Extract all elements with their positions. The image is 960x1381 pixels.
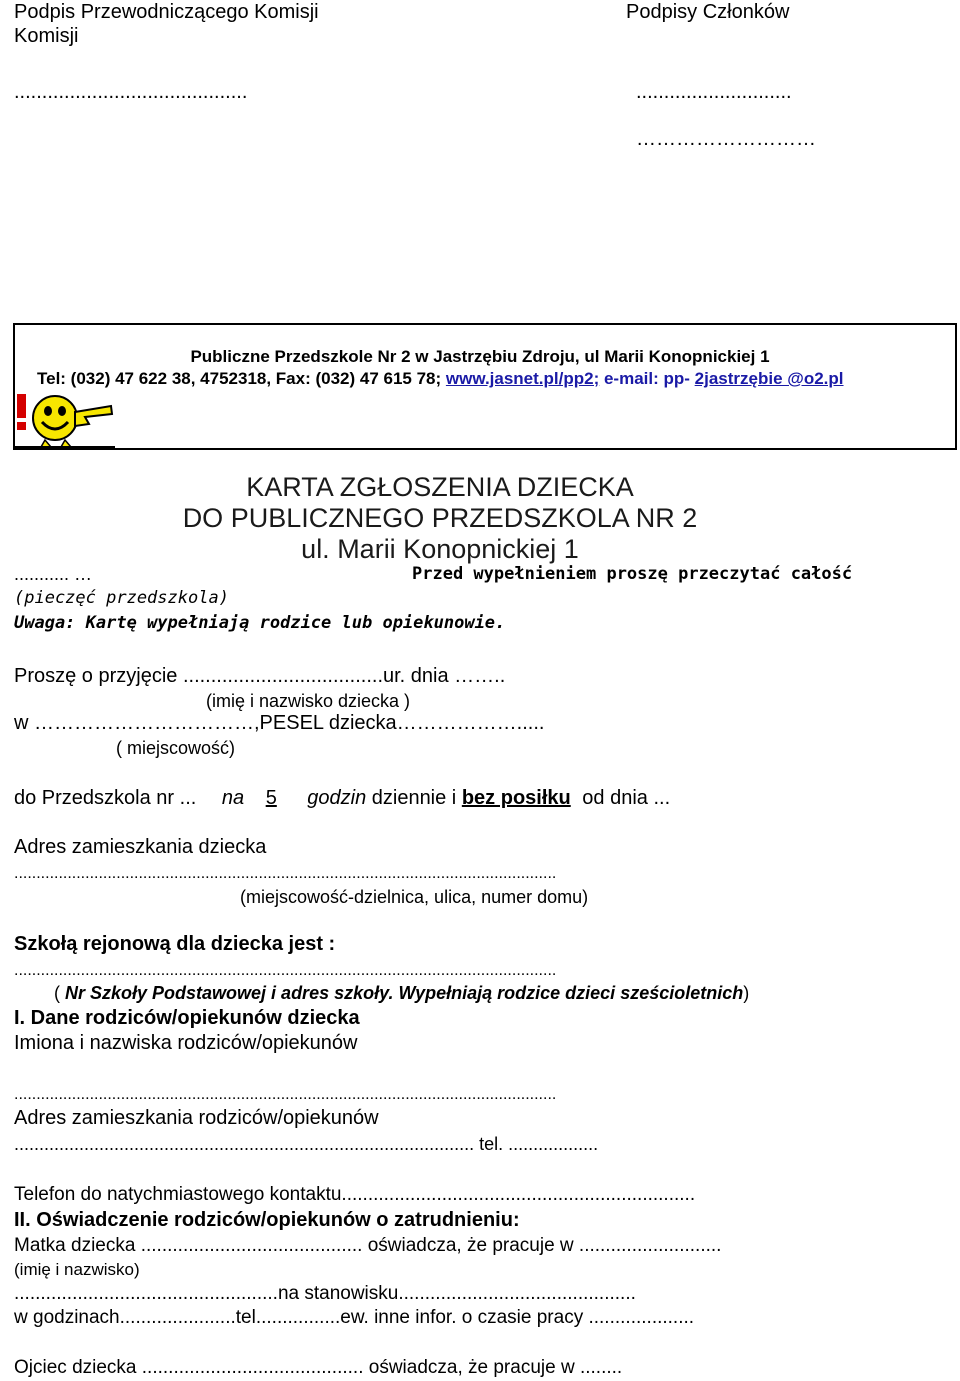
hours-count: 5 (265, 787, 277, 809)
child-address-field[interactable]: .......................................................................................................................... (14, 865, 557, 882)
admission-request-line[interactable]: Proszę o przyjęcie ....................................ur. dnia …….. (14, 665, 506, 687)
father-employment-field[interactable]: Ojciec dziecka .......................................... oświadcza, że pracuje w ........ (14, 1357, 623, 1378)
address-hint: (miejscowość-dzielnica, ulica, numer domu) (240, 887, 589, 907)
work-hours-field[interactable]: w godzinach......................tel................ew. inne infor. o czasie pracy .................... (14, 1307, 695, 1328)
school-hint-text: Nr Szkoły Podstawowej i adres szkoły. Wypełniają rodzice dzieci sześcioletnich (65, 983, 744, 1003)
chair-signature-line: .......................................... (14, 81, 248, 103)
parents-names-field[interactable]: .......................................................................................................................... (14, 1086, 557, 1103)
institution-contact (37, 368, 844, 389)
school-field[interactable]: .......................................................................................................................... (14, 962, 557, 979)
notice-text: Uwaga: Kartę wypełniają rodzice lub opiekunowie. (14, 613, 506, 633)
place-pesel-line[interactable]: w ……………………………,PESEL dziecka………………..... (14, 712, 545, 734)
read-all-note: Przed wypełnieniem proszę przeczytać całość (412, 564, 853, 584)
chair-signature-label: Podpis Przewodniczącego Komisji (14, 1, 319, 23)
school-label: Szkołą rejonową dla dziecka jest : (14, 933, 336, 955)
place-hint: ( miejscowość) (116, 738, 236, 758)
start-date: od dnia ... (582, 787, 671, 809)
child-name-hint: (imię i nazwisko dziecka ) (206, 691, 411, 711)
kg-godzin: godzin (307, 787, 367, 809)
email-link[interactable]: 2jastrzębie @o2.pl (694, 369, 844, 388)
child-address-label: Adres zamieszkania dziecka (14, 836, 267, 858)
stamp-placeholder: ........... … (14, 564, 93, 584)
section-parents-heading: I. Dane rodziców/opiekunów dziecka (14, 1007, 360, 1029)
kindergarten-number: do Przedszkola nr ... (14, 787, 197, 809)
form-title-line-1: KARTA ZGŁOSZENIA DZIECKA (246, 472, 634, 502)
email-label: e-mail: pp- (599, 369, 695, 388)
members-signature-label: Podpisy Członków (626, 1, 790, 23)
position-field[interactable]: ..................................................na stanowisku............................................. (14, 1283, 636, 1304)
emergency-phone-field[interactable]: Telefon do natychmiastowego kontaktu................................................................... (14, 1184, 696, 1205)
stamp-label: (pieczęć przedszkola) (14, 588, 229, 608)
form-title-line-2: DO PUBLICZNEGO PRZEDSZKOLA NR 2 (182, 503, 698, 533)
member-signature-line-2: ……………………… (636, 128, 816, 150)
chair-signature-label-cont: Komisji (14, 25, 79, 47)
form-title-line-3: ul. Marii Konopnickiej 1 (301, 534, 579, 564)
kg-daily: dziennie i (371, 787, 457, 809)
kg-na: na (221, 787, 245, 809)
section-employment-heading: II. Oświadczenie rodziców/opiekunów o zatrudnieniu: (14, 1209, 520, 1231)
school-hint: ( Nr Szkoły Podstawowej i adres szkoły. Wypełniają rodzice dzieci sześcioletnich) (54, 983, 750, 1003)
name-hint: (imię i nazwisko) (14, 1260, 140, 1279)
website-link[interactable]: www.jasnet.pl/pp2; (445, 369, 600, 388)
parents-address-label: Adres zamieszkania rodziców/opiekunów (14, 1107, 379, 1129)
member-signature-line-1: ............................ (636, 81, 792, 103)
pointing-smiley-icon (15, 390, 115, 448)
institution-name: Publiczne Przedszkole Nr 2 w Jastrzębiu Zdroju, ul Marii Konopnickiej 1 (190, 347, 770, 366)
mother-employment-field[interactable]: Matka dziecka .......................................... oświadcza, że pracuje w ........................... (14, 1235, 722, 1256)
parents-names-label: Imiona i nazwiska rodziców/opiekunów (14, 1032, 358, 1054)
contact-text: Tel: (032) 47 622 38, 4752318, Fax: (032) 47 615 78; (37, 369, 446, 388)
meal-option: bez posiłku (461, 787, 571, 809)
parents-address-phone-field[interactable]: ............................................................................................ tel. .................. (14, 1134, 599, 1154)
kindergarten-line[interactable] (14, 786, 670, 810)
